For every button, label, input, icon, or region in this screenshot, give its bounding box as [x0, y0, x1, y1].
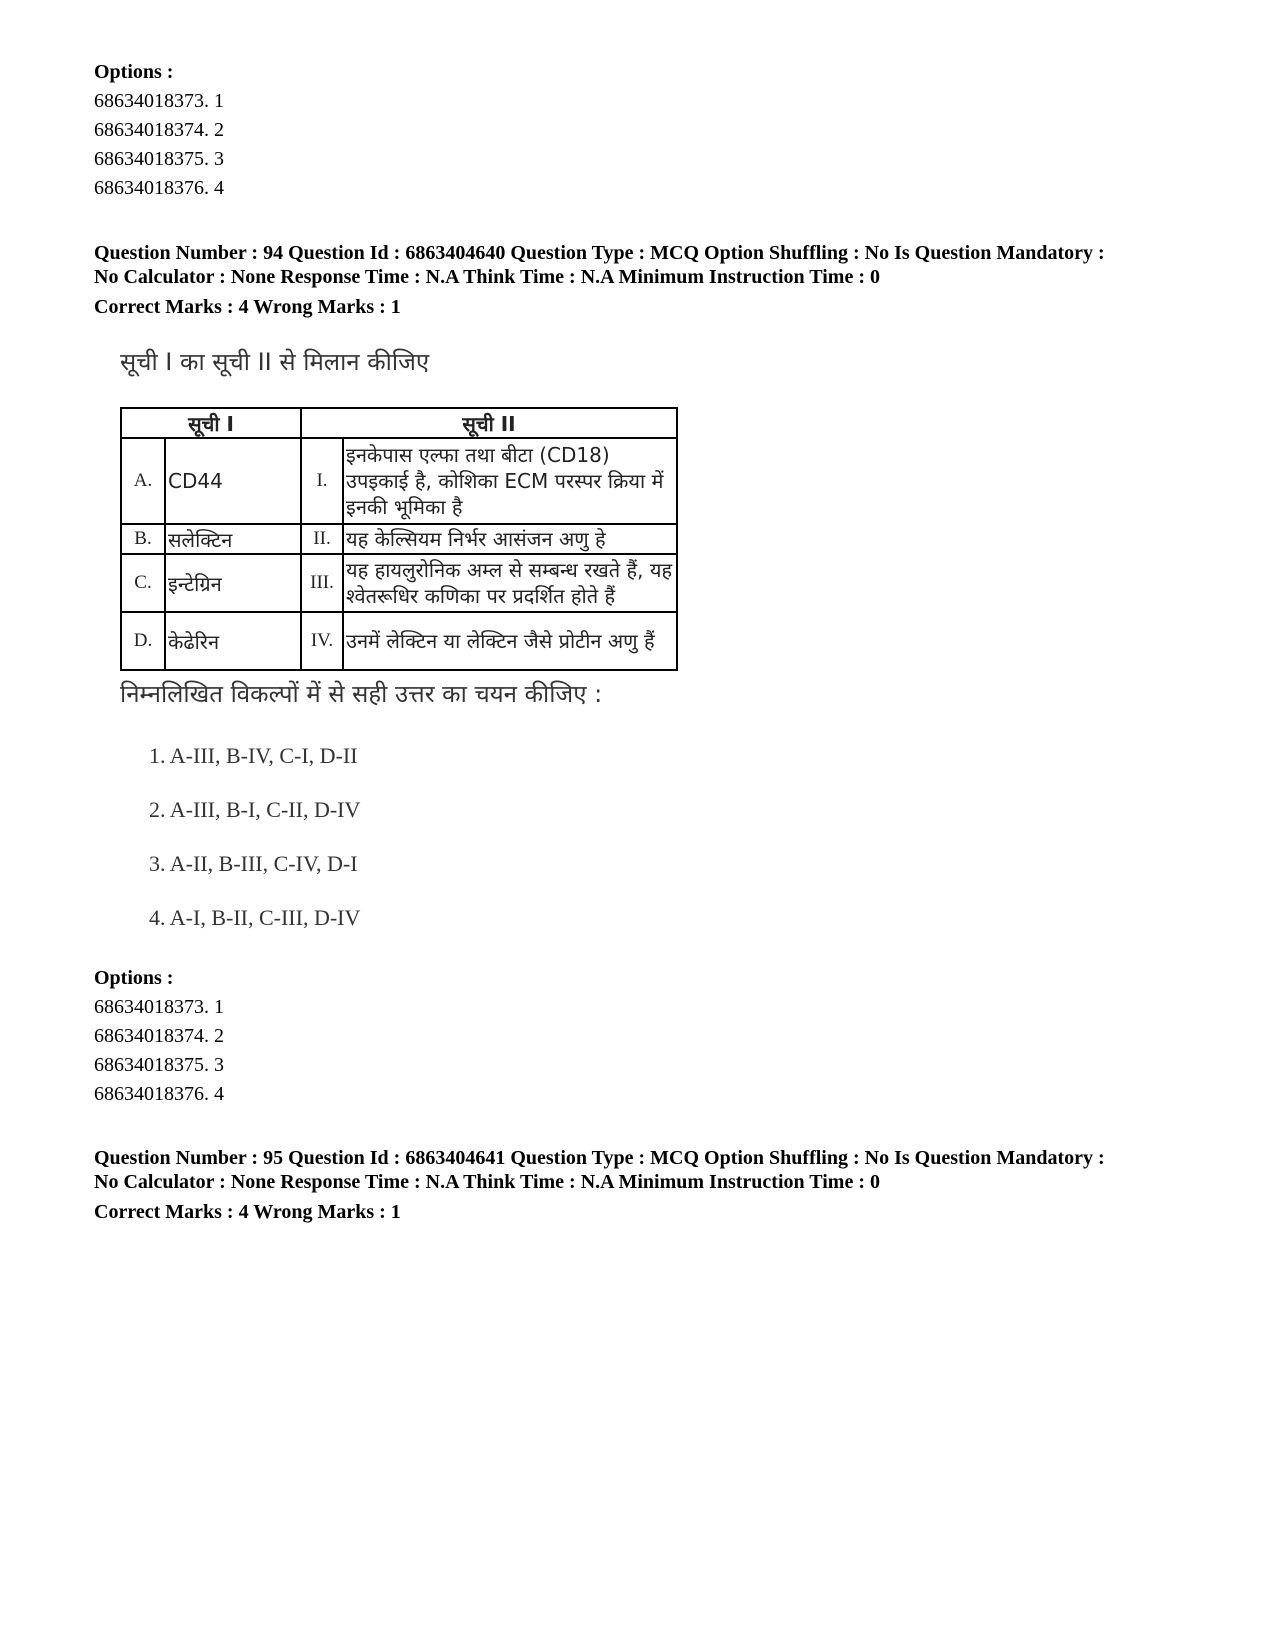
answer-choice: 1. A-III, B-IV, C-I, D-II	[149, 743, 358, 768]
list-2-item: उनमें लेक्टिन या लेक्टिन जैसे प्रोटीन अणु हैं	[343, 612, 677, 670]
row-label: A.	[121, 438, 165, 524]
answer-choice: 2. A-III, B-I, C-II, D-IV	[149, 797, 361, 822]
top-options-block	[94, 58, 1194, 203]
list-1-item: सलेक्टिन	[165, 524, 301, 554]
list-1-item: केढेरिन	[165, 612, 301, 670]
row-label: IV.	[301, 612, 343, 670]
question-94-header	[94, 241, 1194, 321]
table-row	[121, 554, 677, 612]
table-row	[121, 438, 677, 524]
option-line: 68634018375. 3	[94, 148, 224, 170]
question-meta-line: Question Number : 95 Question Id : 6863404641 Question Type : MCQ Option Shuffling : No Is Question Mandatory :	[94, 1147, 1105, 1169]
row-label: C.	[121, 554, 165, 612]
table-row	[121, 612, 677, 670]
list-2-item: इनकेपास एल्फा तथा बीटा (CD18) उपइकाई है, कोशिका ECM परस्पर क्रिया में इनकी भूमिका है	[343, 438, 677, 524]
row-label: B.	[121, 524, 165, 554]
options-title: Options :	[94, 967, 174, 989]
list-2-item: यह हायलुरोनिक अम्ल से सम्बन्ध रखते हैं, यह श्वेतरूधिर कणिका पर प्रदर्शित होते हैं	[343, 554, 677, 612]
row-label: III.	[301, 554, 343, 612]
list-1-header: सूची I	[121, 408, 301, 438]
row-label: II.	[301, 524, 343, 554]
answer-choice: 4. A-I, B-II, C-III, D-IV	[149, 905, 361, 930]
question-meta-line: No Calculator : None Response Time : N.A Think Time : N.A Minimum Instruction Time : 0	[94, 266, 880, 288]
options-title: Options :	[94, 61, 174, 83]
row-label: D.	[121, 612, 165, 670]
list-1-item: इन्टेग्रिन	[165, 554, 301, 612]
question-meta-line: No Calculator : None Response Time : N.A Think Time : N.A Minimum Instruction Time : 0	[94, 1171, 880, 1193]
list-2-header: सूची II	[301, 408, 677, 438]
question-marks: Correct Marks : 4 Wrong Marks : 1	[94, 296, 401, 318]
question-marks: Correct Marks : 4 Wrong Marks : 1	[94, 1201, 401, 1223]
answer-choice: 3. A-II, B-III, C-IV, D-I	[149, 851, 358, 876]
match-table	[120, 407, 678, 671]
question-95-header	[94, 1146, 1194, 1226]
list-1-item: CD44	[165, 438, 301, 524]
option-line: 68634018374. 2	[94, 1025, 224, 1047]
option-line: 68634018375. 3	[94, 1054, 224, 1076]
table-row	[121, 524, 677, 554]
question-prompt: सूची I का सूची II से मिलान कीजिए	[120, 348, 430, 376]
question-meta-line: Question Number : 94 Question Id : 6863404640 Question Type : MCQ Option Shuffling : No Is Question Mandatory :	[94, 242, 1105, 264]
option-line: 68634018376. 4	[94, 177, 224, 199]
table-header-row	[121, 408, 677, 438]
option-line: 68634018373. 1	[94, 996, 224, 1018]
option-line: 68634018376. 4	[94, 1083, 224, 1105]
option-line: 68634018374. 2	[94, 119, 224, 141]
question-instruction: निम्नलिखित विकल्पों में से सही उत्तर का चयन कीजिए :	[120, 680, 603, 708]
list-2-item: यह केल्सियम निर्भर आसंजन अणु हे	[343, 524, 677, 554]
question-94-options	[94, 964, 1194, 1109]
option-line: 68634018373. 1	[94, 90, 224, 112]
row-label: I.	[301, 438, 343, 524]
